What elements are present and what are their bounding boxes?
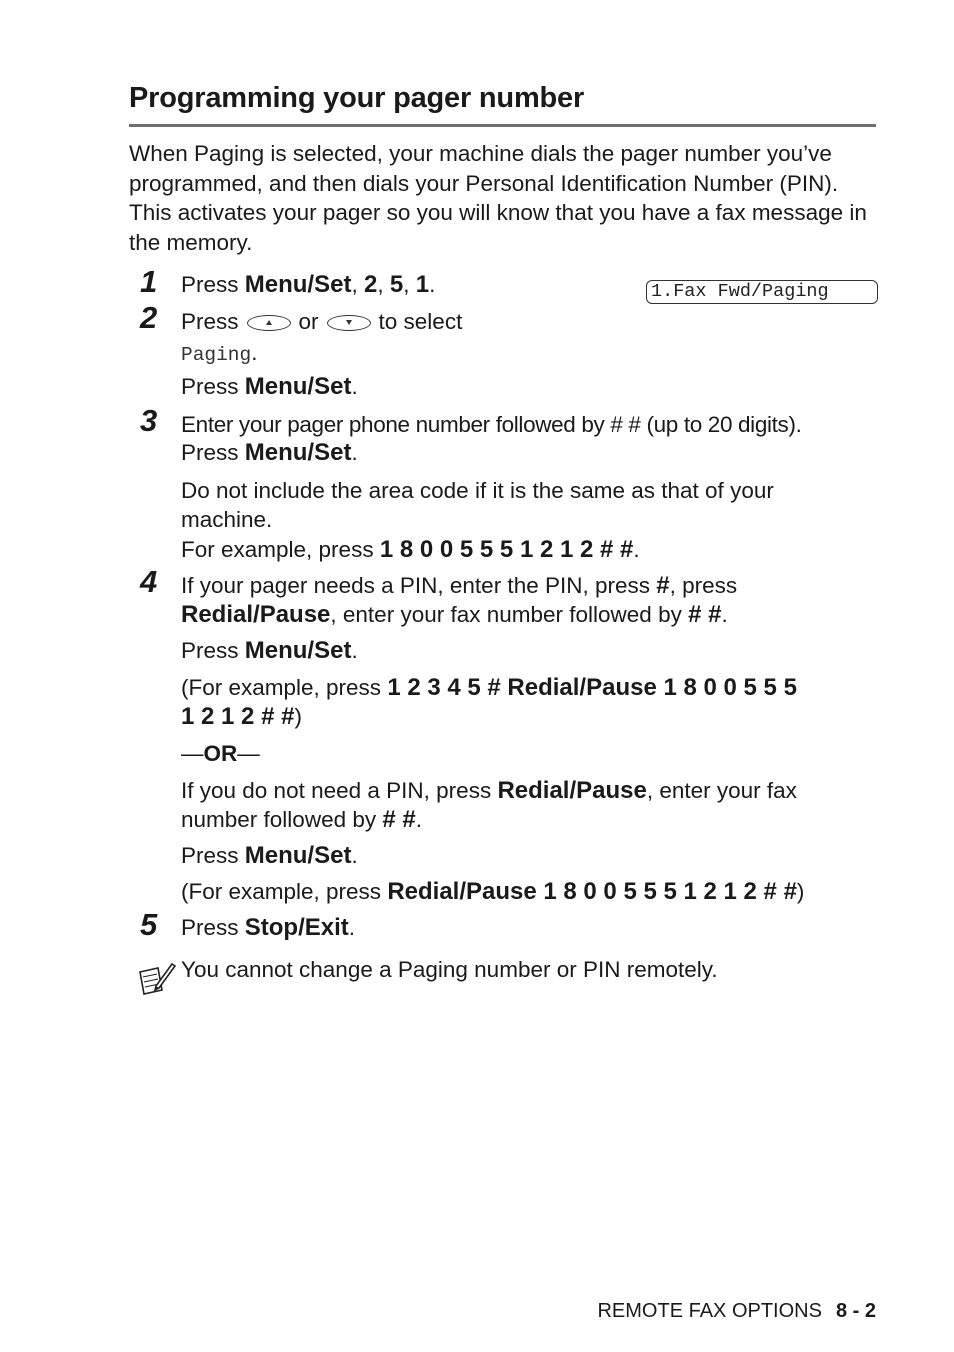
text: For example, press xyxy=(181,537,380,562)
or-separator xyxy=(181,739,260,769)
period: . xyxy=(721,602,728,627)
example-keys: 1 8 0 0 5 5 5 1 2 1 2 # # xyxy=(379,536,634,563)
step-2-text xyxy=(181,307,462,337)
lcd-display: 1.Fax Fwd/Paging xyxy=(646,280,878,304)
text: Press xyxy=(181,915,245,940)
key-menu-set: Menu/Set xyxy=(244,637,352,664)
sep: , xyxy=(403,272,416,297)
intro-paragraph: When Paging is selected, your machine dials the pager number you’ve programmed, and then dials your Personal Identification Number (PIN). This activates your pager so you will know that you have a fax message in the memory. xyxy=(129,141,867,256)
page-number: 8 - 2 xyxy=(835,1300,876,1322)
or-label: OR xyxy=(203,741,238,766)
sep: , xyxy=(377,272,390,297)
note-pencil-icon xyxy=(136,960,176,998)
text: ) xyxy=(294,704,302,729)
period: . xyxy=(351,843,358,868)
key-hash-hash: # # xyxy=(688,601,722,628)
step-4-example-1-line-2 xyxy=(181,702,302,732)
step-3-note-line-1: Do not include the area code if it is the same as that of your xyxy=(181,478,774,503)
up-arrow-key-icon xyxy=(247,315,291,331)
period: . xyxy=(429,272,436,297)
text: (For example, press xyxy=(181,675,388,700)
footer-section: REMOTE FAX OPTIONS xyxy=(597,1300,822,1322)
step-4-press-1 xyxy=(181,636,358,666)
page-footer xyxy=(597,1300,876,1323)
step-2-number: 2 xyxy=(140,300,158,335)
key-hash-hash: # # xyxy=(382,806,416,833)
text: , press xyxy=(669,573,738,598)
key-stop-exit: Stop/Exit xyxy=(244,914,349,941)
step-4-alt-line-2 xyxy=(181,805,422,835)
text: Press xyxy=(181,309,239,334)
period: . xyxy=(415,807,422,832)
period: . xyxy=(351,374,358,399)
key-hash: # xyxy=(656,572,670,599)
period: . xyxy=(633,537,640,562)
key-menu-set: Menu/Set xyxy=(244,271,352,298)
text: Press xyxy=(181,843,245,868)
text: Press xyxy=(181,374,245,399)
step-4-line-2 xyxy=(181,600,728,630)
step-4-example-2 xyxy=(181,877,804,907)
text: Press xyxy=(181,440,245,465)
sep: , xyxy=(351,272,364,297)
text: , enter your fax xyxy=(646,778,797,803)
text: (For example, press xyxy=(181,879,388,904)
example-keys: 1 2 3 4 5 # Redial/Pause 1 8 0 0 5 5 5 xyxy=(387,674,797,701)
example-keys: Redial/Pause 1 8 0 0 5 5 5 1 2 1 2 # # xyxy=(387,878,797,905)
step-2-press xyxy=(181,372,358,402)
period: . xyxy=(348,915,356,940)
text: or xyxy=(298,309,319,334)
key-1: 1 xyxy=(415,271,430,298)
menu-option-paging: Paging xyxy=(181,344,252,366)
step-3-example xyxy=(181,535,640,565)
title-rule xyxy=(129,124,876,127)
step-3-text: Enter your pager phone number followed by # # (up to 20 digits). xyxy=(181,412,802,437)
step-1-text xyxy=(181,270,435,300)
dash: — xyxy=(237,741,260,766)
key-2: 2 xyxy=(363,271,378,298)
text: If you do not need a PIN, press xyxy=(181,778,498,803)
step-4-number: 4 xyxy=(140,564,158,599)
step-4-line-1 xyxy=(181,571,737,601)
step-3-number: 3 xyxy=(140,403,158,438)
step-3-note-line-2: machine. xyxy=(181,507,273,532)
step-4-press-2 xyxy=(181,841,358,871)
step-1-number: 1 xyxy=(140,264,158,299)
text: number followed by xyxy=(181,807,383,832)
note-text: You cannot change a Paging number or PIN remotely. xyxy=(181,957,718,982)
step-3-press xyxy=(181,438,358,468)
step-4-alt-line-1 xyxy=(181,776,797,806)
text: Press xyxy=(181,272,245,297)
key-redial-pause: Redial/Pause xyxy=(181,601,331,628)
step-5-number: 5 xyxy=(140,907,158,942)
example-keys: 1 2 1 2 # # xyxy=(181,703,295,730)
period: . xyxy=(351,638,358,663)
step-5-text xyxy=(181,913,355,943)
step-4-example-1-line-1 xyxy=(181,673,797,703)
period: . xyxy=(251,340,258,365)
period: . xyxy=(351,440,358,465)
text: to select xyxy=(378,309,463,334)
down-arrow-key-icon xyxy=(327,315,371,331)
key-redial-pause: Redial/Pause xyxy=(497,777,647,804)
key-menu-set: Menu/Set xyxy=(244,373,352,400)
key-menu-set: Menu/Set xyxy=(244,439,352,466)
page-title: Programming your pager number xyxy=(129,82,585,114)
key-5: 5 xyxy=(389,271,404,298)
dash: — xyxy=(181,741,204,766)
text: If your pager needs a PIN, enter the PIN, press xyxy=(181,573,657,598)
key-menu-set: Menu/Set xyxy=(244,842,352,869)
text: ) xyxy=(796,879,805,904)
text: Press xyxy=(181,638,245,663)
step-2-option xyxy=(181,338,257,371)
text: , enter your fax number followed by xyxy=(330,602,689,627)
